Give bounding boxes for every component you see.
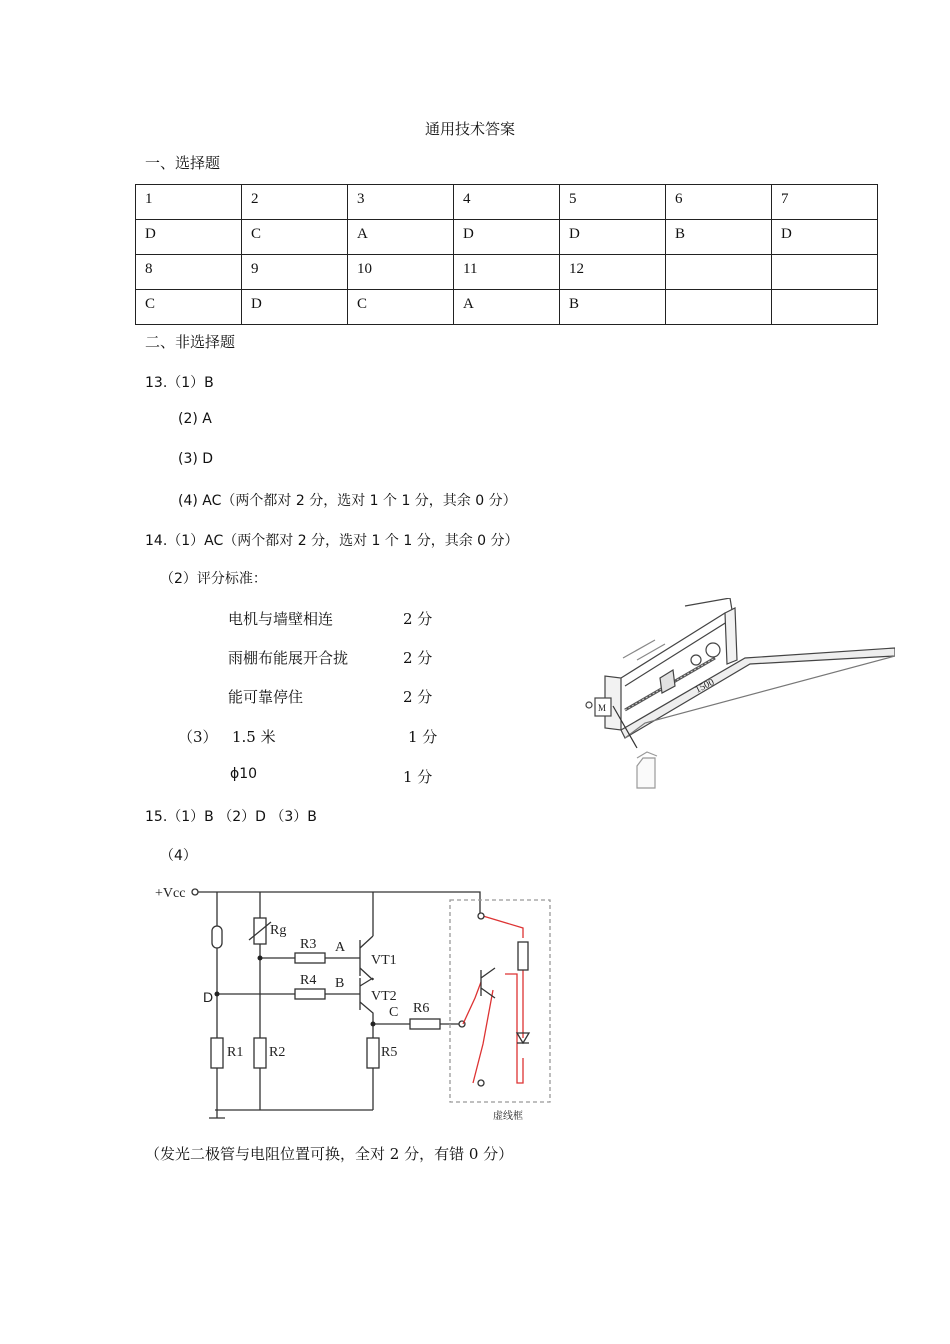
- vt2-label: VT2: [371, 989, 397, 1004]
- q15-line2: （4）: [160, 848, 197, 864]
- q13-line4: (4) AC（两个都对 2 分，选对 1 个 1 分，其余 0 分）: [178, 493, 517, 509]
- table-cell: C: [136, 290, 242, 325]
- answer-table: [135, 184, 878, 325]
- criterion-item: 能可靠停住: [228, 688, 304, 706]
- b-label: B: [335, 976, 345, 991]
- criterion-score: 2 分: [403, 649, 433, 667]
- table-cell: [772, 255, 878, 290]
- r1-label: R1: [227, 1045, 244, 1060]
- rg-label: Rg: [270, 923, 287, 938]
- table-cell: C: [348, 290, 454, 325]
- table-cell: 10: [348, 255, 454, 290]
- q14-line2: （2）评分标准：: [160, 571, 267, 587]
- part3-score: 1 分: [403, 768, 433, 786]
- table-cell: 9: [242, 255, 348, 290]
- part3-item: 1.5 米: [232, 728, 276, 746]
- table-cell: B: [560, 290, 666, 325]
- table-cell: D: [454, 220, 560, 255]
- part3-item: ϕ10: [230, 766, 258, 782]
- table-cell: 4: [454, 185, 560, 220]
- table-cell: A: [454, 290, 560, 325]
- q15-note: （发光二极管与电阻位置可换，全对 2 分，有错 0 分）: [145, 1145, 514, 1163]
- d-label: D: [203, 989, 214, 1005]
- q14-part3-label: （3）: [178, 728, 218, 746]
- vcc-label: +Vcc: [155, 886, 186, 901]
- table-cell: 5: [560, 185, 666, 220]
- criterion-item: 雨棚布能展开合拢: [228, 649, 349, 667]
- table-row: [136, 255, 878, 290]
- dimension-label: 1500: [693, 676, 717, 696]
- table-cell: [666, 255, 772, 290]
- page-title: 通用技术答案: [425, 120, 516, 138]
- r4-label: R4: [300, 973, 317, 988]
- awning-mechanism-figure: [565, 598, 895, 803]
- part3-score: 1 分: [408, 728, 438, 746]
- q13-line3: (3) D: [178, 451, 214, 467]
- table-cell: 6: [666, 185, 772, 220]
- q13-line2: (2) A: [178, 411, 212, 427]
- criterion-item: 电机与墙壁相连: [228, 610, 334, 628]
- vt1-label: VT1: [371, 953, 397, 968]
- table-cell: C: [242, 220, 348, 255]
- r2-label: R2: [269, 1045, 286, 1060]
- q13-line1: 13.（1）B: [145, 375, 214, 391]
- table-cell: 3: [348, 185, 454, 220]
- table-cell: A: [348, 220, 454, 255]
- section-choice-heading: 一、选择题: [145, 154, 221, 172]
- table-row: [136, 185, 878, 220]
- r3-label: R3: [300, 937, 317, 952]
- r5-label: R5: [381, 1045, 398, 1060]
- dashed-box-label: 虚线框: [493, 1111, 523, 1122]
- table-cell: 2: [242, 185, 348, 220]
- q15-line1: 15.（1）B （2）D （3）B: [145, 809, 317, 825]
- q14-line1: 14.（1）AC（两个都对 2 分，选对 1 个 1 分，其余 0 分）: [145, 533, 519, 549]
- criterion-score: 2 分: [403, 688, 433, 706]
- c-label: C: [389, 1005, 399, 1020]
- table-row: [136, 290, 878, 325]
- criterion-score: 2 分: [403, 610, 433, 628]
- motor-label: M: [598, 703, 607, 713]
- table-cell: 7: [772, 185, 878, 220]
- r6-label: R6: [413, 1001, 430, 1016]
- section-nonchoice-heading: 二、非选择题: [145, 333, 236, 351]
- table-cell: D: [242, 290, 348, 325]
- table-row: [136, 220, 878, 255]
- a-label: A: [335, 940, 346, 955]
- table-cell: 1: [136, 185, 242, 220]
- circuit-diagram: [145, 878, 565, 1126]
- table-cell: D: [136, 220, 242, 255]
- table-cell: D: [772, 220, 878, 255]
- table-cell: B: [666, 220, 772, 255]
- table-cell: 8: [136, 255, 242, 290]
- table-cell: [666, 290, 772, 325]
- table-cell: 12: [560, 255, 666, 290]
- table-cell: D: [560, 220, 666, 255]
- table-cell: [772, 290, 878, 325]
- table-cell: 11: [454, 255, 560, 290]
